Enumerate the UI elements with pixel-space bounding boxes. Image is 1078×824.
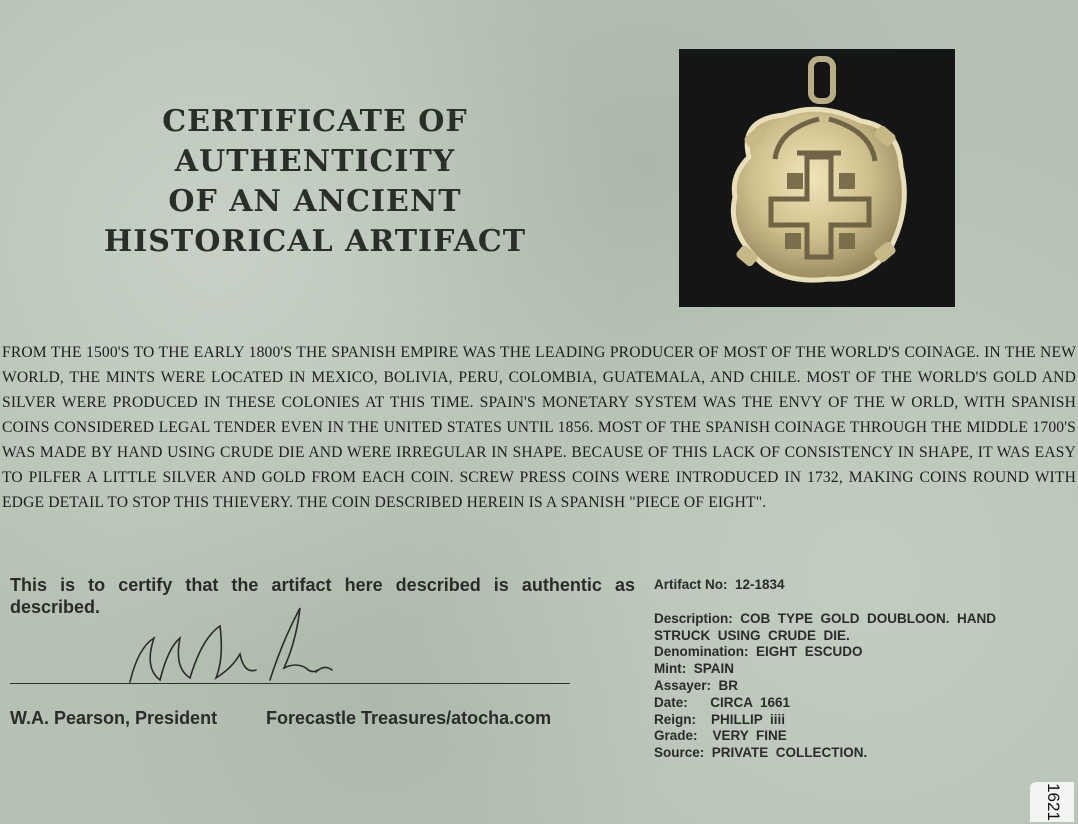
artifact-assayer: Assayer: BR xyxy=(654,677,739,693)
signer-name: W.A. Pearson, President xyxy=(10,708,218,728)
artifact-reign: Reign: PHILLIP iiii xyxy=(654,711,786,727)
artifact-source: Source: PRIVATE COLLECTION. xyxy=(654,745,868,761)
certificate-title xyxy=(20,102,610,262)
certification-statement: This is to certify that the artifact here described is authentic as described. xyxy=(10,575,635,617)
signature-image xyxy=(120,598,340,688)
artifact-details xyxy=(654,577,1029,762)
artifact-description: Description: COB TYPE GOLD DOUBLOON. HAND STRUCK USING CRUDE DIE. xyxy=(654,610,1000,643)
coin-pendant-image xyxy=(679,49,955,307)
stamp-number-label xyxy=(1030,782,1074,822)
artifact-date: Date: CIRCA 1661 xyxy=(654,694,791,710)
signature xyxy=(120,598,340,693)
title-line-3: HISTORICAL ARTIFACT xyxy=(103,224,527,259)
artifact-mint: Mint: SPAIN xyxy=(654,661,734,677)
artifact-grade: Grade: VERY FINE xyxy=(654,728,787,744)
company-name: Forecastle Treasures/atocha.com xyxy=(266,708,552,728)
artifact-number: Artifact No: 12-1834 xyxy=(654,577,785,592)
artifact-denomination: Denomination: EIGHT ESCUDO xyxy=(654,644,863,660)
title-line-1: CERTIFICATE OF AUTHENTICITY xyxy=(162,104,468,179)
coin-photo xyxy=(679,49,955,307)
stamp-number: 1621 xyxy=(1043,783,1063,821)
signature-line xyxy=(10,683,570,684)
title-line-2: OF AN ANCIENT xyxy=(168,184,462,219)
history-paragraph: FROM THE 1500'S TO THE EARLY 1800'S THE SPANISH EMPIRE WAS THE LEADING PRODUCER OF MOST OF THE WORLD'S COINAGE. IN THE NEW WORLD, THE MINTS WERE LOCATED IN MEXICO, BOLIVIA, PERU, COLOMBIA, GUATEMALA, AND CHILE. MOST OF THE WORLD'S GOLD AND SILVER WERE PRODUCED IN THESE COLONIES AT THIS TIME. SPAIN'S MONETARY SYSTEM WAS THE ENVY OF THE W ORLD, WITH SPANISH COINS CONSIDERED LEGAL TENDER EVEN IN THE UNITED STATES UNTIL 1856. MOST OF THE SPANISH COINAGE THROUGH THE MIDDLE 1700'S WAS MADE BY HAND USING CRUDE DIE AND WERE IRREGULAR IN SHAPE. BECAUSE OF THIS LACK OF CONSISTENCY IN SHAPE, IT WAS EASY TO PILFER A LITTLE SILVER AND GOLD FROM EACH COIN. SCREW PRESS COINS WERE INTRODUCED IN 1732, MAKING COINS ROUND WITH EDGE DETAIL TO STOP THIS THIEVERY. THE COIN DESCRIBED HEREIN IS A SPANISH "PIECE OF EIGHT". xyxy=(2,344,1076,511)
